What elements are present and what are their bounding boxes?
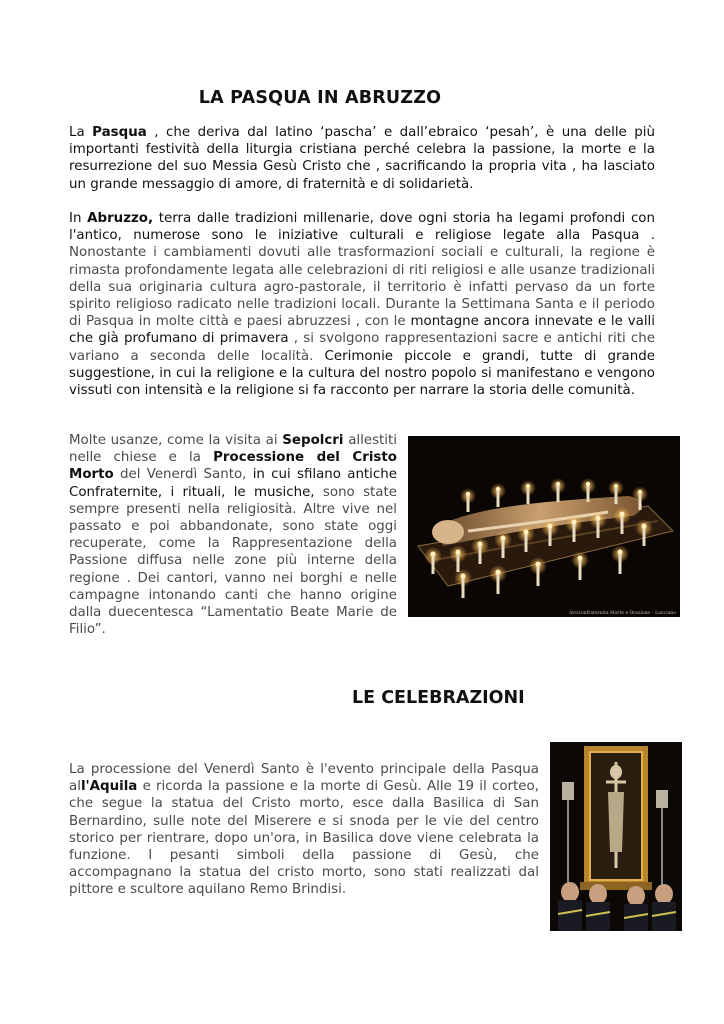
intro-text-start: La <box>69 125 93 140</box>
page-title: LA PASQUA IN ABRUZZO <box>198 88 442 108</box>
pasqua-keyword: Pasqua <box>92 125 147 140</box>
aquila-keyword: l'Aquila <box>80 779 138 795</box>
procession-text-rest: e ricorda la passione e la morte di Gesù. Alle 19 il corteo, che segue la statua del Cristo morto, esce dalla Basilica di San Bernardino, sulle note del Miserere e si snoda per le vie del centro storico per rientrare, dopo un'ora, in Basilica dove viene celebrata la funzione. I pesanti simboli della passione di Gesù, che accompagnano la statua del cristo morto, sono stati realizzati dal pittore e scultore aquilano Remo Brindisi. <box>69 779 539 898</box>
abruzzo-text-mountains: montagne ancora innevate e le valli che già profumano di primavera <box>69 314 655 347</box>
procession-illustration <box>550 742 682 931</box>
abruzzo-paragraph <box>69 210 655 399</box>
abruzzo-text-start: In <box>69 211 88 226</box>
customs-text-start: Molte usanze, come la visita ai <box>69 433 283 448</box>
abruzzo-text-traditions: Nonostante i cambiamenti dovuti alle trasformazioni sociali e culturali, la regione è rimasta profondamente legata alle celebrazioni di riti religiosi e alle usanze tradizionali della sua originaria cultura agro-pastorale, il territorio è infatti pervaso da un forte spirito religioso radicato nelle tradizioni locali. Durante la Settimana Santa e il periodo di Pasqua in molte città e paesi abruzzesi , con le <box>69 245 655 330</box>
procession-paragraph <box>69 761 539 899</box>
processione-keyword: Processione del Cristo Morto <box>69 450 398 483</box>
abruzzo-text-rites: , si svolgono rappresentazioni sacre e antichi riti che variano a seconda delle località. <box>69 331 655 364</box>
procession-photo <box>550 742 682 931</box>
customs-text-church: allestiti nelle chiese e la <box>69 433 397 466</box>
candles-illustration <box>408 436 680 617</box>
sepolcri-keyword: Sepolcri <box>282 433 344 448</box>
intro-text-rest: , che deriva dal latino ‘pascha’ e dall’ebraico ‘pesah’, è una delle più importanti festività della liturgia cristiana perché celebra la passione, la morte e la resurrezione del suo Messia Gesù Cristo che , sacrificando la propria vita , ha lasciato un grande messaggio di amore, di fraternità e di solidarietà. <box>69 125 655 192</box>
customs-text-confraternite: in cui sfilano antiche Confraternite, i rituali, le musiche, <box>69 467 397 500</box>
dead-christ-candles-photo <box>408 436 680 617</box>
procession-text-start: La processione del Venerdì Santo è l'evento principale della Pasqua al <box>69 762 539 795</box>
customs-text-venerdi: del Venerdì Santo, <box>113 467 253 483</box>
section-title-celebrazioni: LE CELEBRAZIONI <box>352 688 525 708</box>
abruzzo-keyword: Abruzzo, <box>87 211 154 226</box>
intro-paragraph <box>69 124 655 193</box>
customs-paragraph <box>69 432 397 638</box>
abruzzo-text-ceremonies: Cerimonie piccole e grandi, tutte di grande suggestione, in cui la religione e la cultura del nostro popolo si manifestano e vengono vissuti con intensità e la religione si fa racconto per narrare la storia delle comunità. <box>69 348 655 399</box>
abruzzo-text-intro: terra dalle tradizioni millenarie, dove ogni storia ha legami profondi con l'antico, numerose sono le iniziative culturali e religiose legate alla Pasqua . <box>69 211 655 244</box>
photo-credit-caption: Arciconfraternita Morte e Orazione – Lanciano <box>569 611 676 616</box>
customs-text-rest: sono state sempre presenti nella religiosità. Altre vive nel passato e poi abbandonate, sono state oggi recuperate, come la Rappresentazione della Passione diffusa nelle zone più interne della regione . Dei cantori, vanno nei borghi e nelle campagne intonando canti che hanno origine dalla duecentesca “Lamentatio Beate Marie de Filio”. <box>69 484 397 638</box>
